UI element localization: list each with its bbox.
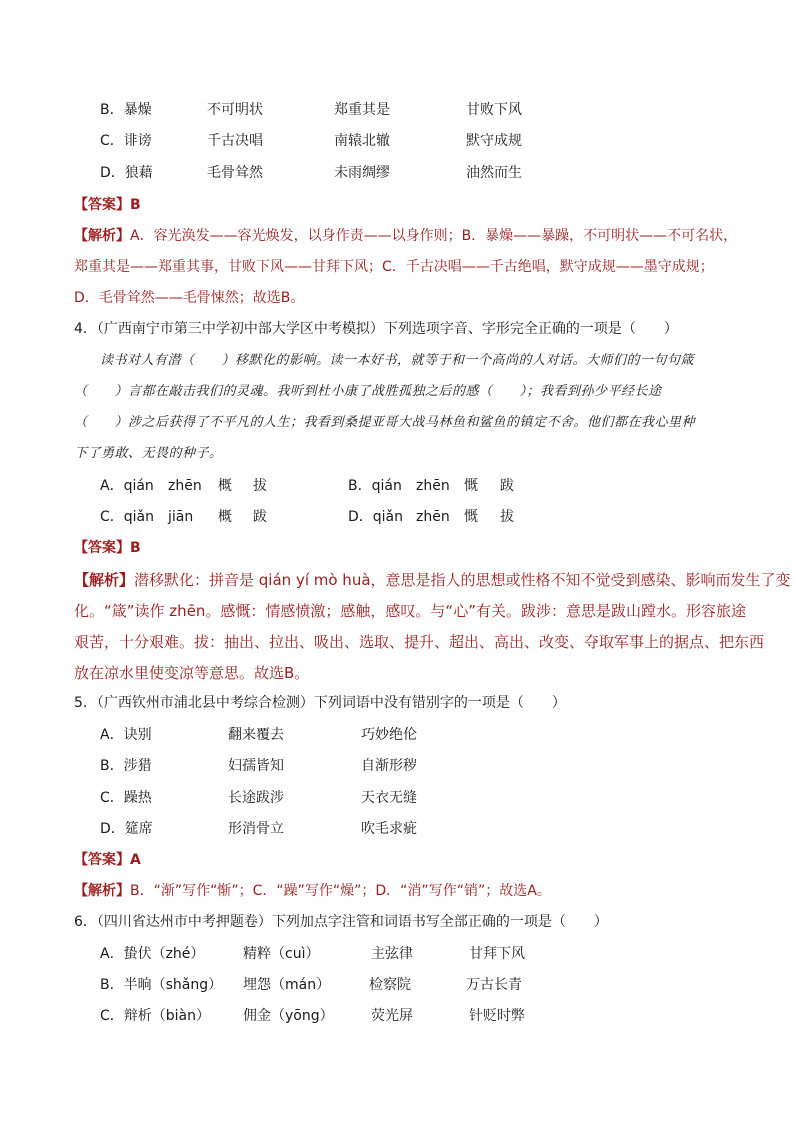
q3-answer (74, 195, 141, 215)
q4-option-c-pinyin: jiān (168, 509, 194, 525)
q5-option-d-label: D．筵席 (100, 821, 153, 837)
q5-option-b-word1: 妇孺皆知 (228, 758, 284, 774)
q4-option-d-char2: 拔 (500, 509, 514, 525)
q3-option-c-word2: 南辕北辙 (334, 133, 390, 149)
answer-value: B (130, 540, 141, 556)
q5-option-b-word2: 自渐形秽 (361, 758, 417, 774)
passage-line: （ ）言都在敲击我们的灵魂。我听到杜小康了战胜孤独之后的感（ ）；我看到孙少平经长途 (74, 384, 662, 399)
q3-option-c-word3: 默守成规 (466, 133, 522, 149)
q4-option-a-char2: 拔 (253, 478, 267, 494)
analysis-line: 艰苦，十分艰难。拔：抽出、拉出、吸出、选取、提升、超出、高出、改变、夺取军事上的据点、把东西 (74, 633, 765, 651)
analysis-line: D．毛骨耸然——毛骨悚然；故选B。 (74, 290, 305, 306)
passage-line: 读书对人有潜（ ）移默化的影响。读一本好书，就等于和一个高尚的人对话。大师们的一句句箴 (100, 353, 695, 368)
q4-option-a-char1: 概 (218, 478, 232, 494)
passage-line: 下了勇敢、无畏的种子。 (74, 446, 223, 461)
q6-option-b-word3: 万古长青 (466, 977, 522, 993)
q4-option-b-char1: 慨 (464, 478, 478, 494)
q6-option-a-word1: 精粹（cuì） (243, 946, 320, 962)
q3-option-c-label: C．诽谤 (100, 133, 152, 149)
q5-option-c-label: C．躁热 (100, 790, 152, 806)
analysis-line: 郑重其是——郑重其事，甘败下风——甘拜下风；C．千古决唱——千古绝唱，默守成规——墨守成规； (74, 259, 714, 275)
q4-option-a-pinyin: zhēn (168, 478, 202, 494)
answer-value: A (130, 852, 141, 868)
q5-analysis (74, 881, 551, 901)
q6-option-c-word1: 佣金（yōng） (243, 1008, 334, 1024)
q3-option-d-word3: 油然而生 (466, 165, 522, 181)
analysis-line: 潜移默化：拼音是 qián yí mò huà，意思是指人的思想或性格不知不觉受到感染、影响而发生了变 (134, 571, 791, 589)
q4-option-c-char1: 概 (218, 509, 232, 525)
q3-option-b-label: B．暴燥 (100, 102, 152, 118)
q6-option-c-word2: 荧光屏 (371, 1008, 413, 1024)
analysis-line: A．容光涣发——容光焕发，以身作责——以身作则；B．暴燥——暴躁，不可明状——不可名状， (130, 228, 738, 244)
q3-option-d-word2: 未雨绸缪 (334, 165, 390, 181)
q5-option-d-word2: 吹毛求疵 (361, 821, 417, 837)
analysis-tag: 【解析】 (74, 883, 130, 899)
q5-option-a-label: A．诀别 (100, 727, 152, 743)
q5-answer (74, 850, 141, 870)
q5-option-a-word2: 巧妙绝伦 (361, 727, 417, 743)
q3-option-b-word3: 甘败下风 (466, 102, 522, 118)
q4-option-d-char1: 慨 (464, 509, 478, 525)
q4-option-b-label: B．qián (348, 478, 402, 494)
analysis-line: B．“渐”写作“惭”；C．“躁”写作“燥”；D．“消”写作“销”；故选A。 (130, 883, 551, 899)
q4-option-a-label: A．qián (100, 478, 154, 494)
q3-option-c-word1: 千古决唱 (207, 133, 263, 149)
q6-option-c-label: C．辩析（biàn） (100, 1008, 211, 1024)
q5-option-a-word1: 翻来覆去 (228, 727, 284, 743)
q4-option-b-char2: 跋 (500, 478, 514, 494)
passage-line: （ ）涉之后获得了不平凡的人生；我看到桑提亚哥大战马林鱼和鲨鱼的镇定不舍。他们都在我心里种 (74, 415, 696, 430)
answer-tag: 【答案】 (74, 197, 130, 213)
q5-option-b-label: B．涉猎 (100, 758, 152, 774)
analysis-tag: 【解析】 (74, 571, 135, 589)
q6-option-b-word1: 埋怨（mán） (243, 977, 331, 993)
q4-option-c-char2: 跋 (253, 509, 267, 525)
q3-option-b-word2: 郑重其是 (334, 102, 390, 118)
q6-stem: 6．（四川省达州市中考押题卷）下列加点字注管和词语书写全部正确的一项是（ ） (74, 914, 608, 930)
q6-option-a-word3: 甘拜下风 (469, 946, 525, 962)
q4-option-d-pinyin: zhēn (416, 509, 450, 525)
q3-option-b-word1: 不可明状 (207, 102, 263, 118)
answer-tag: 【答案】 (74, 852, 130, 868)
q5-stem: 5．（广西钦州市浦北县中考综合检测）下列词语中没有错别字的一项是（ ） (74, 695, 566, 711)
q5-option-c-word2: 天衣无缝 (361, 790, 417, 806)
q3-option-d-word1: 毛骨耸然 (207, 165, 263, 181)
q5-option-d-word1: 形消骨立 (228, 821, 284, 837)
q6-option-b-label: B．半晌（shǎng） (100, 977, 223, 993)
analysis-line: 放在凉水里使变凉等意思。故选B。 (74, 664, 310, 682)
q4-option-c-label: C．qiǎn (100, 509, 155, 525)
q4-answer (74, 538, 141, 558)
q4-option-d-label: D．qiǎn (348, 509, 404, 525)
q5-option-c-word1: 长途跋涉 (228, 790, 284, 806)
analysis-tag: 【解析】 (74, 228, 130, 244)
q6-option-a-word2: 主弦律 (371, 946, 413, 962)
q3-option-d-label: D．狼藉 (100, 165, 153, 181)
answer-value: B (130, 197, 141, 213)
q4-stem: 4．（广西南宁市第三中学初中部大学区中考模拟）下列选项字音、字形完全正确的一项是（ ） (74, 321, 678, 337)
q6-option-a-label: A．蛰伏（zhé） (100, 946, 205, 962)
q4-option-b-pinyin: zhēn (416, 478, 450, 494)
answer-tag: 【答案】 (74, 540, 130, 556)
analysis-line: 化。“箴”读作 zhēn。感慨：情感愤激；感触，感叹。与“心”有关。跋涉：意思是跋山蹚水。形容旅途 (74, 602, 746, 620)
q6-option-c-word3: 针贬时弊 (469, 1008, 525, 1024)
q6-option-b-word2: 检察院 (369, 977, 411, 993)
